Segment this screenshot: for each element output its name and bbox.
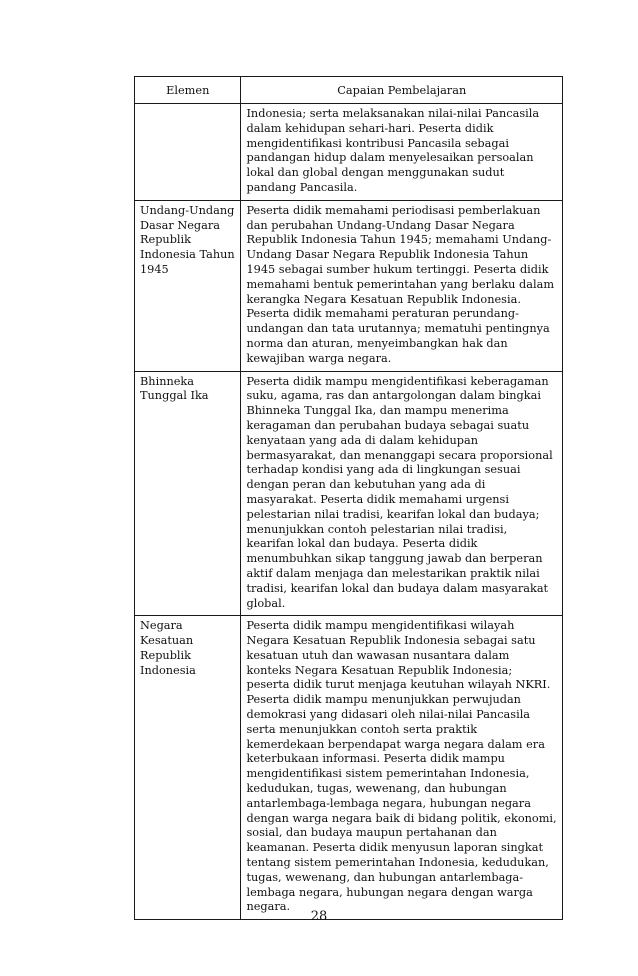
header-capaian-pembelajaran: Capaian Pembelajaran [241, 77, 563, 104]
row-elemen-cell: Negara Kesatuan Republik Indonesia [135, 616, 241, 920]
table-header-row [135, 77, 563, 104]
table-row [135, 371, 563, 616]
row-capaian-cell: Peserta didik memahami periodisasi pemberlakuan dan perubahan Undang-Undang Dasar Negara Republik Indonesia Tahun 1945; memahami Undang-Undang Dasar Negara Republik Indonesia Tahun 1945 sebagai sumber hukum tertinggi. Peserta didik memahami bentuk pemerintahan yang berlaku dalam kerangka Negara Kesatuan Republik Indonesia. Peserta didik memahami peraturan perundang-undangan dan tata urutannya; mematuhi pentingnya norma dan aturan, menyeimbangkan hak dan kewajiban warga negara. [241, 200, 563, 371]
header-elemen: Elemen [135, 77, 241, 104]
table-row [135, 616, 563, 920]
row-elemen-cell: Bhinneka Tunggal Ika [135, 371, 241, 616]
table-row [135, 104, 563, 201]
row-capaian-cell: Peserta didik mampu mengidentifikasi wilayah Negara Kesatuan Republik Indonesia sebagai satu kesatuan utuh dan wawasan nusantara dalam konteks Negara Kesatuan Republik Indonesia; peserta didik turut menjaga keutuhan wilayah NKRI. Peserta didik mampu menunjukkan perwujudan demokrasi yang didasari oleh nilai-nilai Pancasila serta menunjukkan contoh serta praktik kemerdekaan berpendapat warga negara dalam era keterbukaan informasi. Peserta didik mampu mengidentifikasi sistem pemerintahan Indonesia, kedudukan, tugas, wewenang, dan hubungan antarlembaga-lembaga negara, hubungan negara dengan warga negara baik di bidang politik, ekonomi, sosial, dan budaya maupun pertahanan dan keamanan. Peserta didik menyusun laporan singkat tentang sistem pemerintahan Indonesia, kedudukan, tugas, wewenang, dan hubungan antarlembaga-lembaga negara, hubungan negara dengan warga negara. [241, 616, 563, 920]
page-number: 28 [310, 909, 328, 924]
row-elemen-cell [135, 104, 241, 201]
table-row [135, 200, 563, 371]
row-elemen-cell: Undang-Undang Dasar Negara Republik Indonesia Tahun 1945 [135, 200, 241, 371]
learning-outcomes-table [134, 76, 563, 920]
row-capaian-cell: Indonesia; serta melaksanakan nilai-nilai Pancasila dalam kehidupan sehari-hari. Peserta didik mengidentifikasi kontribusi Pancasila sebagai pandangan hidup dalam menyelesaikan persoalan lokal dan global dengan menggunakan sudut pandang Pancasila. [241, 104, 563, 201]
row-capaian-cell: Peserta didik mampu mengidentifikasi keberagaman suku, agama, ras dan antargolongan dalam bingkai Bhinneka Tunggal Ika, dan mampu menerima keragaman dan perubahan budaya sebagai suatu kenyataan yang ada di dalam kehidupan bermasyarakat, dan menanggapi secara proporsional terhadap kondisi yang ada di lingkungan sesuai dengan peran dan kebutuhan yang ada di masyarakat. Peserta didik memahami urgensi pelestarian nilai tradisi, kearifan lokal dan budaya; menunjukkan contoh pelestarian nilai tradisi, kearifan lokal dan budaya. Peserta didik menumbuhkan sikap tanggung jawab dan berperan aktif dalam menjaga dan melestarikan praktik nilai tradisi, kearifan lokal dan budaya dalam masyarakat global. [241, 371, 563, 616]
